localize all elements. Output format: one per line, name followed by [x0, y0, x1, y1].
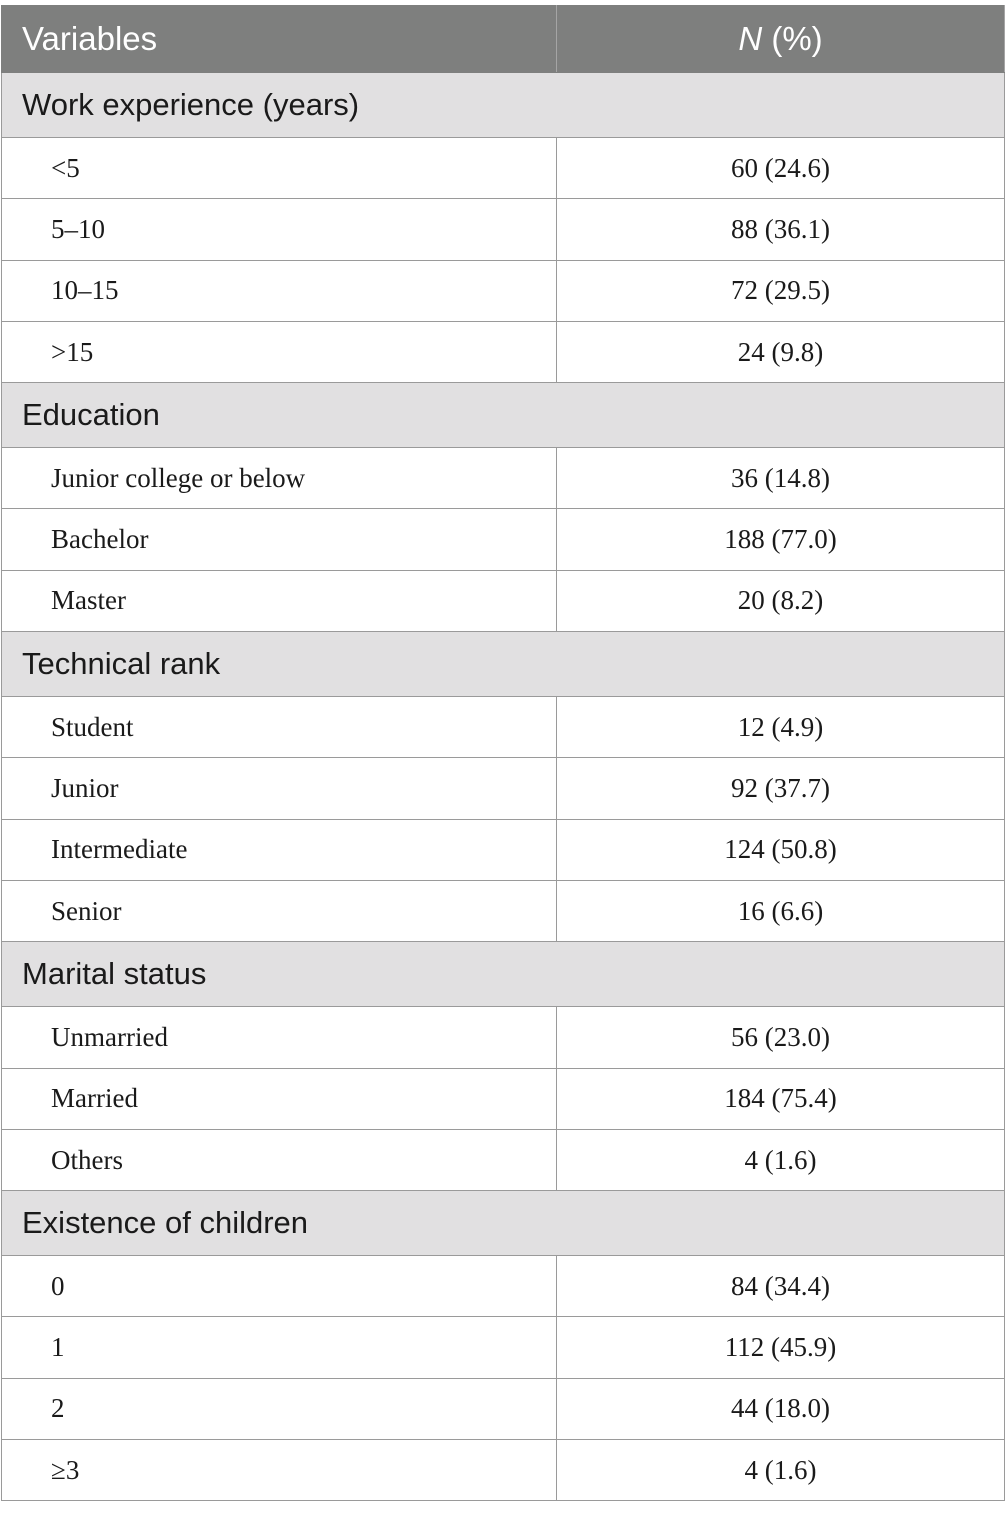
row-value: 188 (77.0) [557, 509, 1005, 570]
table-row [2, 448, 1005, 509]
row-label: Master [2, 570, 557, 631]
row-value: 56 (23.0) [557, 1007, 1005, 1068]
section-title: Education [2, 383, 1005, 448]
row-value: 92 (37.7) [557, 758, 1005, 819]
section-title: Work experience (years) [2, 73, 1005, 138]
section-row [2, 73, 1005, 138]
header-n-percent [557, 6, 1005, 73]
section-title: Marital status [2, 942, 1005, 1007]
row-label: Unmarried [2, 1007, 557, 1068]
section-row [2, 942, 1005, 1007]
row-label: 10–15 [2, 260, 557, 321]
section-row [2, 383, 1005, 448]
table-row [2, 697, 1005, 758]
row-label: Others [2, 1129, 557, 1190]
table-row [2, 199, 1005, 260]
table-row [2, 321, 1005, 382]
row-label: Intermediate [2, 819, 557, 880]
row-label: 5–10 [2, 199, 557, 260]
row-value: 84 (34.4) [557, 1256, 1005, 1317]
row-label: Junior college or below [2, 448, 557, 509]
row-value: 112 (45.9) [557, 1317, 1005, 1378]
row-label: 0 [2, 1256, 557, 1317]
section-title: Technical rank [2, 632, 1005, 697]
row-value: 36 (14.8) [557, 448, 1005, 509]
row-value: 16 (6.6) [557, 880, 1005, 941]
row-value: 184 (75.4) [557, 1068, 1005, 1129]
row-value: 124 (50.8) [557, 819, 1005, 880]
row-value: 24 (9.8) [557, 321, 1005, 382]
row-value: 60 (24.6) [557, 138, 1005, 199]
table-row [2, 509, 1005, 570]
row-label: Student [2, 697, 557, 758]
section-row [2, 632, 1005, 697]
row-label: Senior [2, 880, 557, 941]
section-row [2, 1191, 1005, 1256]
table-body [2, 73, 1005, 1501]
header-percent: (%) [762, 20, 823, 57]
row-value: 20 (8.2) [557, 570, 1005, 631]
row-label: >15 [2, 321, 557, 382]
row-label: 2 [2, 1378, 557, 1439]
header-n-italic: N [738, 20, 763, 57]
table-row [2, 1007, 1005, 1068]
demographics-table [1, 5, 1005, 1501]
row-value: 44 (18.0) [557, 1378, 1005, 1439]
table-row [2, 260, 1005, 321]
row-value: 12 (4.9) [557, 697, 1005, 758]
table-row [2, 1378, 1005, 1439]
table-row [2, 1256, 1005, 1317]
table-row [2, 1317, 1005, 1378]
header-variables: Variables [2, 6, 557, 73]
row-label: ≥3 [2, 1440, 557, 1501]
row-value: 72 (29.5) [557, 260, 1005, 321]
row-label: Bachelor [2, 509, 557, 570]
table-row [2, 570, 1005, 631]
table-row [2, 1440, 1005, 1501]
table-row [2, 138, 1005, 199]
row-value: 4 (1.6) [557, 1440, 1005, 1501]
table-row [2, 819, 1005, 880]
row-label: Married [2, 1068, 557, 1129]
table-header-row [2, 6, 1005, 73]
row-label: 1 [2, 1317, 557, 1378]
row-value: 88 (36.1) [557, 199, 1005, 260]
table-row [2, 880, 1005, 941]
section-title: Existence of children [2, 1191, 1005, 1256]
table-row [2, 1129, 1005, 1190]
row-label: <5 [2, 138, 557, 199]
row-value: 4 (1.6) [557, 1129, 1005, 1190]
table-row [2, 1068, 1005, 1129]
table-row [2, 758, 1005, 819]
row-label: Junior [2, 758, 557, 819]
